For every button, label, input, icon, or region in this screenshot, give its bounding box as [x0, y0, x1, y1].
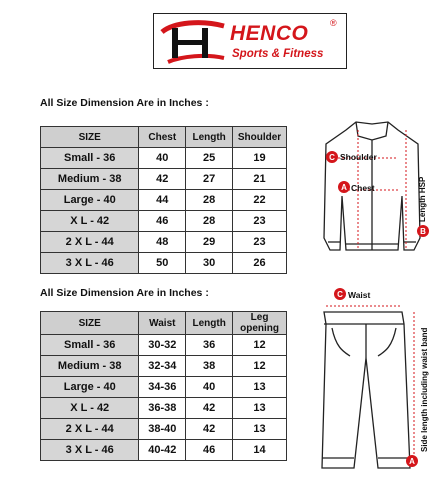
value-cell: 30 [186, 253, 233, 274]
value-cell: 48 [139, 232, 186, 253]
size-cell: X L - 42 [41, 398, 139, 419]
value-cell: 42 [186, 419, 233, 440]
size-cell: Medium - 38 [41, 169, 139, 190]
table-header-row [41, 127, 287, 148]
length-hsp-label: Length HSP [418, 176, 427, 222]
column-header: SIZE [41, 127, 139, 148]
column-header: SIZE [41, 312, 139, 335]
value-cell: 12 [233, 356, 287, 377]
registered-mark: ® [330, 18, 337, 28]
value-cell: 42 [186, 398, 233, 419]
value-cell: 25 [186, 148, 233, 169]
pants-size-table [40, 311, 287, 461]
svg-text:C: C [337, 290, 343, 299]
value-cell: 26 [233, 253, 287, 274]
value-cell: 40 [186, 377, 233, 398]
column-header: Leg opening [233, 312, 287, 335]
brand-logo [153, 13, 347, 69]
column-header: Shoulder [233, 127, 287, 148]
value-cell: 34-36 [139, 377, 186, 398]
value-cell: 36-38 [139, 398, 186, 419]
size-cell: Small - 36 [41, 148, 139, 169]
table-row [41, 148, 287, 169]
brand-name: HENCO [230, 22, 309, 45]
waist-label: Waist [348, 290, 371, 300]
value-cell: 14 [233, 440, 287, 461]
value-cell: 13 [233, 419, 287, 440]
pants-table-heading: All Size Dimension Are in Inches : [40, 287, 209, 299]
value-cell: 12 [233, 335, 287, 356]
pants-diagram [310, 298, 420, 478]
value-cell: 40 [139, 148, 186, 169]
value-cell: 22 [233, 190, 287, 211]
value-cell: 36 [186, 335, 233, 356]
value-cell: 46 [139, 211, 186, 232]
size-cell: 2 X L - 44 [41, 419, 139, 440]
marker-b-icon [417, 225, 429, 237]
value-cell: 44 [139, 190, 186, 211]
marker-a-side-icon [406, 455, 418, 467]
table-row [41, 356, 287, 377]
size-cell: 2 X L - 44 [41, 232, 139, 253]
column-header: Length [186, 127, 233, 148]
column-header: Length [186, 312, 233, 335]
value-cell: 42 [139, 169, 186, 190]
value-cell: 29 [186, 232, 233, 253]
side-length-label: Side length including waist band [420, 327, 429, 452]
value-cell: 46 [186, 440, 233, 461]
value-cell: 28 [186, 190, 233, 211]
column-header: Waist [139, 312, 186, 335]
value-cell: 23 [233, 211, 287, 232]
value-cell: 32-34 [139, 356, 186, 377]
svg-text:A: A [341, 183, 347, 192]
value-cell: 13 [233, 398, 287, 419]
chest-label: Chest [351, 183, 375, 193]
table-row [41, 169, 287, 190]
table-row [41, 440, 287, 461]
size-cell: 3 X L - 46 [41, 440, 139, 461]
table-row [41, 211, 287, 232]
shoulder-label: Shoulder [340, 152, 377, 162]
marker-a-icon [338, 181, 350, 193]
svg-text:A: A [409, 457, 415, 466]
table-row [41, 377, 287, 398]
value-cell: 27 [186, 169, 233, 190]
table-row [41, 232, 287, 253]
svg-text:B: B [420, 227, 426, 236]
marker-c-icon [326, 151, 338, 163]
table-row [41, 190, 287, 211]
value-cell: 28 [186, 211, 233, 232]
size-cell: 3 X L - 46 [41, 253, 139, 274]
value-cell: 30-32 [139, 335, 186, 356]
value-cell: 38-40 [139, 419, 186, 440]
brand-tagline: Sports & Fitness [232, 48, 324, 60]
table-row [41, 398, 287, 419]
henco-monogram-icon [158, 18, 228, 64]
value-cell: 21 [233, 169, 287, 190]
table-header-row [41, 312, 287, 335]
jacket-size-table [40, 126, 287, 274]
value-cell: 13 [233, 377, 287, 398]
table-row [41, 253, 287, 274]
table-row [41, 335, 287, 356]
value-cell: 38 [186, 356, 233, 377]
jacket-table-heading: All Size Dimension Are in Inches : [40, 97, 209, 109]
value-cell: 19 [233, 148, 287, 169]
table-row [41, 419, 287, 440]
size-cell: X L - 42 [41, 211, 139, 232]
value-cell: 50 [139, 253, 186, 274]
size-cell: Medium - 38 [41, 356, 139, 377]
column-header: Chest [139, 127, 186, 148]
size-cell: Large - 40 [41, 190, 139, 211]
svg-text:C: C [329, 153, 335, 162]
value-cell: 40-42 [139, 440, 186, 461]
size-cell: Large - 40 [41, 377, 139, 398]
value-cell: 23 [233, 232, 287, 253]
size-cell: Small - 36 [41, 335, 139, 356]
